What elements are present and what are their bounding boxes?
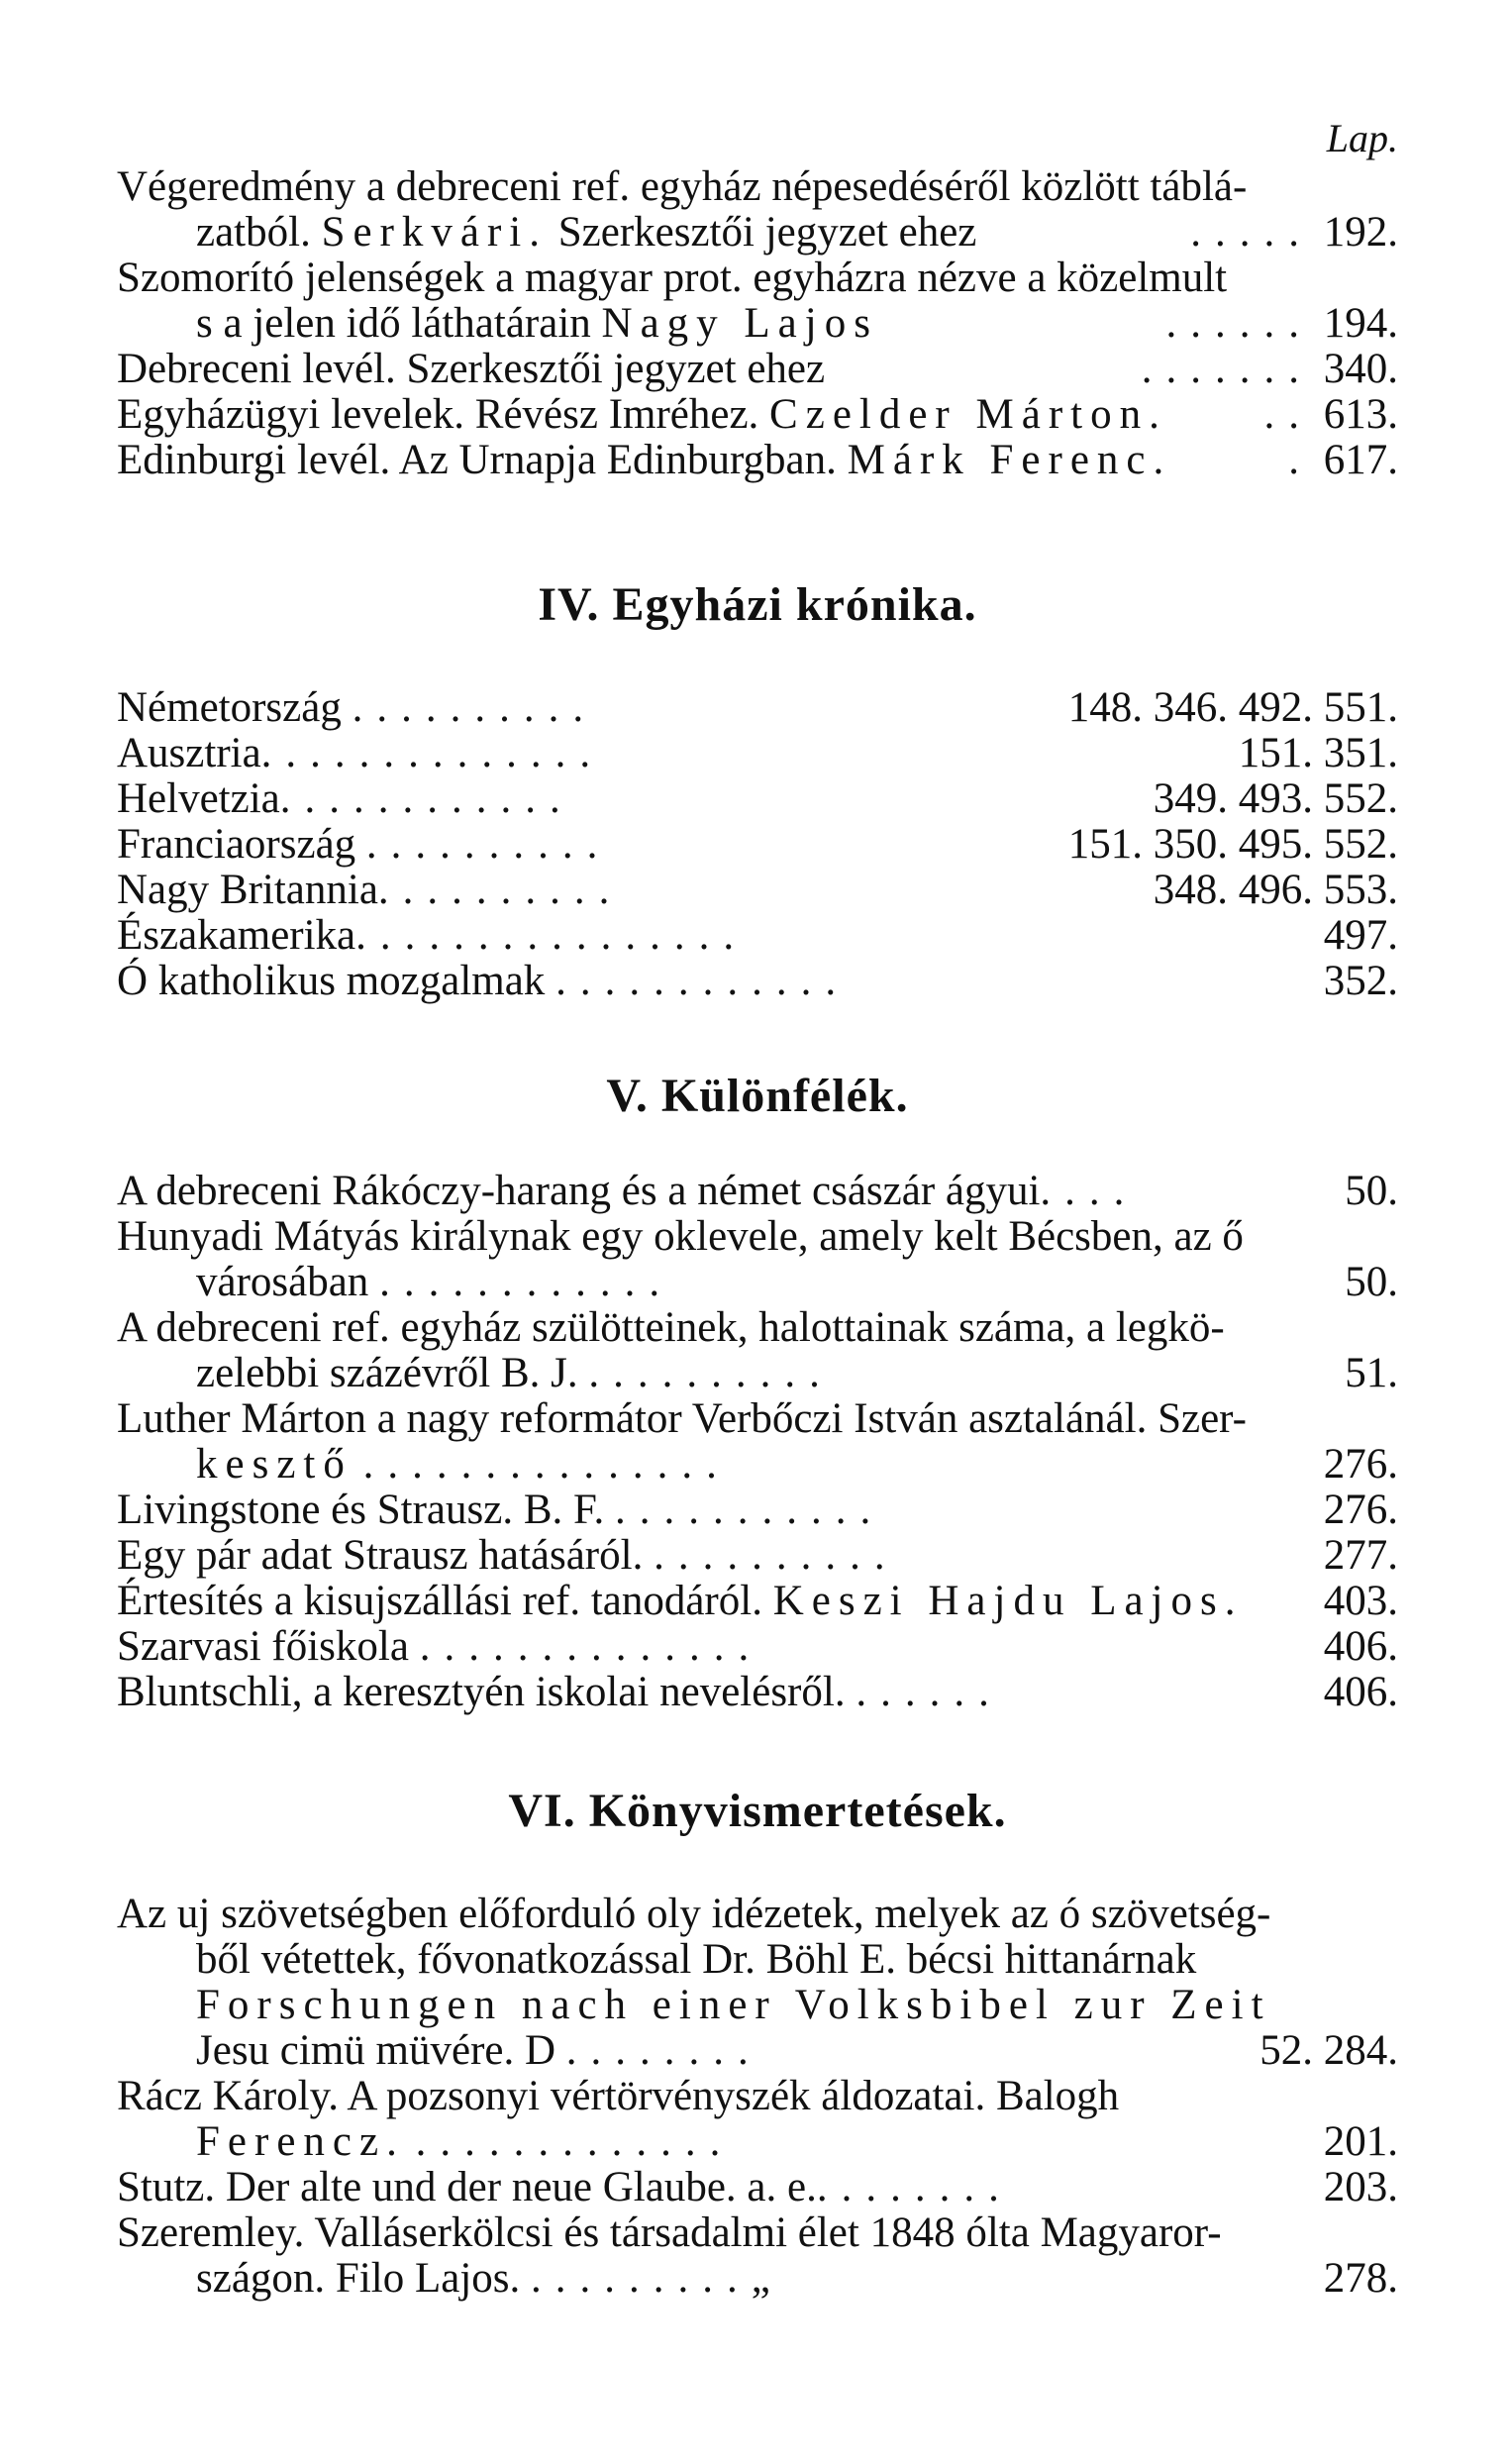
entry-author: Serkvári. [321, 209, 548, 256]
list-item [117, 1396, 1398, 1442]
entry-text: Szarvasi főiskola [117, 1623, 409, 1670]
list-item [117, 347, 1398, 392]
section-heading-v: V. Különfélék. [606, 1070, 909, 1122]
entry-text: s a jelen idő láthatárain [196, 300, 602, 347]
page-numbers: 50. [1345, 1259, 1398, 1305]
entry-text: A debreceni ref. egyház szülötteinek, halottainak száma, a legkö- [117, 1304, 1225, 1351]
entry-text: Végeredmény a debreceni ref. egyház népesedéséről közlött táblá- [117, 163, 1248, 210]
leader-dots: .......... [654, 1532, 899, 1579]
entry-text: Értesítés a kisujszállási ref. tanodáról. [117, 1578, 773, 1624]
leader-dots: .. [1263, 391, 1313, 438]
list-item [117, 2210, 1398, 2256]
leader-dots: ............ [555, 958, 851, 1004]
list-item [117, 1305, 1398, 1351]
entry-text: Franciaország [117, 821, 356, 868]
entry-text: zelebbi százévről B. J. [196, 1350, 578, 1396]
section-v-list [117, 1169, 1398, 1715]
entry-text: Livingstone és Strausz. B. F. [117, 1487, 605, 1533]
leader-dots: .............. [419, 1623, 763, 1670]
list-item [117, 1579, 1398, 1624]
leader-dots: . [1288, 437, 1313, 483]
page-numbers: 406. [1323, 1623, 1398, 1670]
page-numbers: 148. 346. 492. 551. [1067, 684, 1398, 731]
entry-text: A debreceni Rákóczy-harang és a német császár ágyui [117, 1168, 1041, 1214]
list-item [117, 868, 1398, 913]
list-item [117, 438, 1398, 483]
entry-title: Forschungen nach einer Volksbibel zur Zeit [196, 1982, 1271, 2028]
page-numbers: 51. [1345, 1350, 1398, 1396]
leader-dots: ........ [816, 2164, 1013, 2210]
page-numbers: 278. [1323, 2255, 1398, 2302]
list-item [117, 1983, 1398, 2028]
list-item [117, 1488, 1398, 1533]
page-column-label: Lap. [1326, 116, 1398, 160]
page-numbers: 276. [1323, 1487, 1398, 1533]
page-number: 340. [1323, 346, 1398, 392]
entry-author: Czelder Márton. [769, 391, 1167, 438]
list-item [117, 685, 1398, 731]
list-item [117, 1260, 1398, 1305]
page-numbers: 277. [1323, 1532, 1398, 1579]
entry-text: Szerkesztői jegyzet ehez [548, 209, 977, 256]
list-item [117, 1533, 1398, 1579]
leader-dots: ....... [1141, 346, 1313, 392]
page-numbers: 497. [1323, 912, 1398, 959]
entry-author: Márk Ferenc. [847, 437, 1172, 483]
entry-text: Északamerika [117, 912, 356, 959]
page-numbers: 52. 284. [1259, 2027, 1398, 2074]
page-numbers: 276. [1323, 1441, 1398, 1488]
entry-text: Szomorító jelenségek a magyar prot. egyházra nézve a közelmult [117, 255, 1228, 301]
leader-dots: ........... [614, 1487, 885, 1533]
page-numbers: 201. [1323, 2118, 1398, 2165]
list-item [117, 256, 1398, 301]
leader-dots: ........ [565, 2027, 762, 2074]
list-item [117, 2165, 1398, 2210]
page-numbers: 406. [1323, 1669, 1398, 1715]
entry-text: Egy pár adat Strausz hatásáról. [117, 1532, 644, 1579]
leader-dots: ............ [279, 775, 574, 822]
entry-text: Jesu cimü müvére. D [196, 2027, 556, 2074]
list-item [117, 959, 1398, 1004]
list-item [117, 1351, 1398, 1396]
section-heading-iv: IV. Egyházi krónika. [538, 578, 977, 631]
list-item [117, 1892, 1398, 1937]
leader-dots: .............. [260, 730, 605, 776]
entry-text: Rácz Károly. A pozsonyi vértörvényszék áldozatai. Balogh [117, 2073, 1120, 2119]
leader-dots: ............. [415, 2118, 735, 2165]
entry-text: szágon. Filo Lajos. [196, 2255, 521, 2302]
list-item [117, 164, 1398, 210]
page-numbers: 348. 496. 553. [1153, 867, 1398, 913]
entry-text: Bluntschli, a keresztyén iskolai nevelésről. [117, 1669, 846, 1715]
page-numbers: 50. [1345, 1168, 1398, 1214]
entry-text: Helvetzia [117, 775, 280, 822]
entry-text: Németország [117, 684, 342, 731]
list-item [117, 776, 1398, 822]
entry-author: Keszi Hajdu Lajos. [772, 1578, 1244, 1624]
list-item [117, 1670, 1398, 1715]
list-item [117, 1169, 1398, 1214]
entry-text: Az uj szövetségben előforduló oly idézetek, melyek az ó szövetség- [117, 1891, 1271, 1937]
leader-dots: .........„ [531, 2255, 784, 2302]
entry-author: Nagy Lajos [601, 300, 878, 347]
page-number: 194. [1323, 300, 1398, 347]
list-item [117, 301, 1398, 347]
section-iv-list [117, 685, 1398, 1004]
page-numbers: 349. 493. 552. [1153, 775, 1398, 822]
leader-dots: ...... [1165, 300, 1313, 347]
list-item [117, 1442, 1398, 1488]
list-item [117, 2256, 1398, 2302]
list-item [117, 2119, 1398, 2165]
page-numbers: 203. [1323, 2164, 1398, 2210]
page-number: 617. [1323, 437, 1398, 483]
section-heading-vi: VI. Könyvismertetések. [508, 1785, 1007, 1837]
entry-text: városában [196, 1259, 369, 1305]
leader-dots: .... [1040, 1168, 1139, 1214]
list-item [117, 2074, 1398, 2119]
page-number: 613. [1323, 391, 1398, 438]
entry-text: Hunyadi Mátyás királynak egy oklevele, amely kelt Bécsben, az ő [117, 1213, 1244, 1260]
leader-dots: .......... [377, 867, 624, 913]
list-item [117, 2028, 1398, 2074]
entry-text: Ausztria [117, 730, 261, 776]
leader-dots: ................ [355, 912, 749, 959]
entry-text: Egyházügyi levelek. Révész Imréhez. [117, 391, 770, 438]
entry-text: Szeremley. Valláserkölcsi és társadalmi élet 1848 ólta Magyaror- [117, 2209, 1222, 2256]
leader-dots: ..... [1190, 209, 1313, 256]
leader-dots: .......... [352, 684, 598, 731]
entry-text: zatból. [196, 209, 322, 256]
misc-entries [117, 164, 1398, 483]
entry-text: Luther Márton a nagy reformátor Verbőczi István asztalánál. Szer- [117, 1395, 1247, 1442]
entry-text: Edinburgi levél. Az Urnapja Edinburgban. [117, 437, 848, 483]
page-number: 192. [1323, 209, 1398, 256]
leader-dots: ...... [856, 1669, 1003, 1715]
leader-dots: .......... [588, 1350, 834, 1396]
list-item [117, 1937, 1398, 1983]
entry-text: Nagy Britannia [117, 867, 378, 913]
list-item [117, 210, 1398, 256]
entry-text: Debreceni levél. Szerkesztői jegyzet ehez [117, 346, 826, 392]
leader-dots: .......... [365, 821, 612, 868]
page-numbers: 403. [1323, 1578, 1398, 1624]
list-item [117, 1214, 1398, 1260]
list-item [117, 731, 1398, 776]
entry-text: Ó katholikus mozgalmak [117, 958, 546, 1004]
leader-dots: ............... [362, 1441, 731, 1488]
section-vi-list [117, 1892, 1398, 2302]
list-item [117, 392, 1398, 438]
entry-text: Stutz. Der alte und der neue Glaube. a. e. [117, 2164, 817, 2210]
entry-author: Ferencz. [196, 2118, 405, 2165]
page-numbers: 352. [1323, 958, 1398, 1004]
page-numbers: 151. 350. 495. 552. [1067, 821, 1398, 868]
list-item [117, 1624, 1398, 1670]
page-numbers: 151. 351. [1238, 730, 1398, 776]
entry-text: ből vétettek, fővonatkozással Dr. Böhl E. bécsi hittanárnak [196, 1936, 1197, 1983]
list-item [117, 822, 1398, 868]
entry-author: kesztő [196, 1441, 353, 1488]
list-item [117, 913, 1398, 959]
leader-dots: ............ [379, 1259, 674, 1305]
